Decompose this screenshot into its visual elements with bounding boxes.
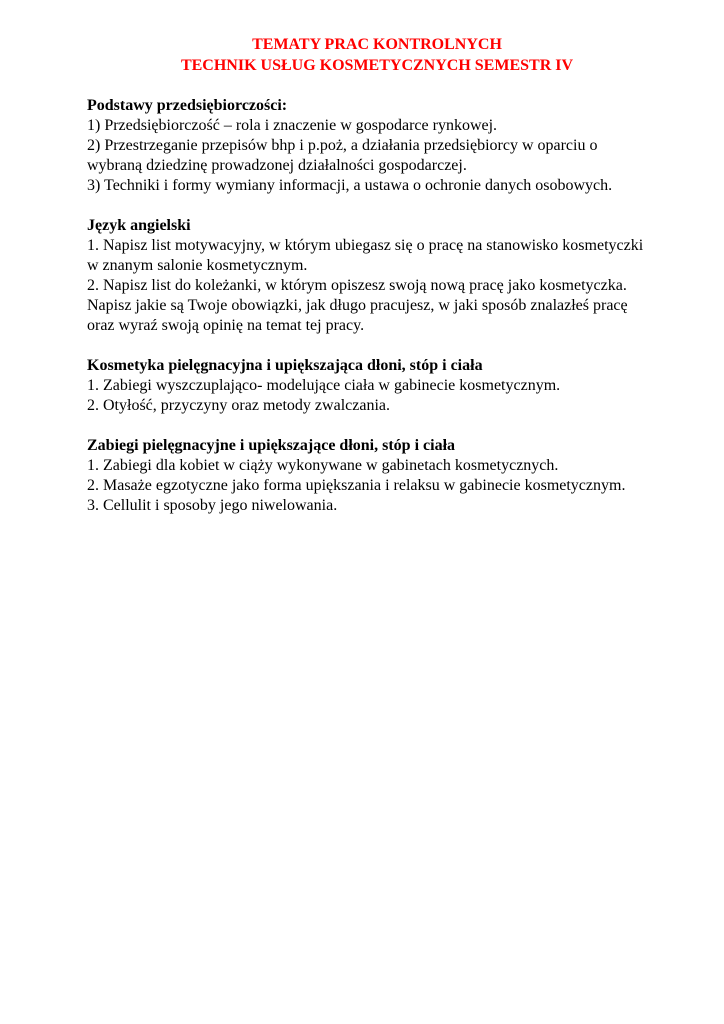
section-jezyk-angielski xyxy=(87,216,647,336)
section-heading: Język angielski xyxy=(87,217,191,234)
section-heading: Zabiegi pielęgnacyjne i upiększające dłoni, stóp i ciała xyxy=(87,437,456,454)
list-item: 3. Cellulit i sposoby jego niwelowania. xyxy=(87,497,338,514)
list-item: 1. Napisz list motywacyjny, w którym ubiegasz się o pracę na stanowisko kosmetyczki w znanym salonie kosmetycznym. xyxy=(87,237,644,274)
section-zabiegi-pielegnacyjne xyxy=(87,436,647,516)
section-podstawy-przedsiebiorczosci xyxy=(87,96,647,196)
list-item: 2. Masaże egzotyczne jako forma upiększania i relaksu w gabinecie kosmetycznym. xyxy=(87,477,626,494)
list-item: 2) Przestrzeganie przepisów bhp i p.poż, a działania przedsiębiorcy w oparciu o wybraną dziedzinę prowadzonej działalności gospodarczej. xyxy=(87,137,598,174)
section-heading: Kosmetyka pielęgnacyjna i upiększająca dłoni, stóp i ciała xyxy=(87,357,483,374)
section-kosmetyka-pielegnacyjna xyxy=(87,356,647,416)
section-heading: Podstawy przedsiębiorczości: xyxy=(87,97,288,114)
list-item: 1. Zabiegi dla kobiet w ciąży wykonywane w gabinetach kosmetycznych. xyxy=(87,457,559,474)
list-item: 1) Przedsiębiorczość – rola i znaczenie w gospodarce rynkowej. xyxy=(87,117,498,134)
document-title xyxy=(107,34,647,76)
list-item: 2. Otyłość, przyczyny oraz metody zwalczania. xyxy=(87,397,390,414)
list-item: 2. Napisz list do koleżanki, w którym opiszesz swoją nową pracę jako kosmetyczka. Napisz jakie są Twoje obowiązki, jak długo pracujesz, w jaki sposób znalazłeś pracę oraz wyraź swoją opinię na temat tej pracy. xyxy=(87,277,628,334)
list-item: 3) Techniki i formy wymiany informacji, a ustawa o ochronie danych osobowych. xyxy=(87,177,613,194)
title-line-1: TEMATY PRAC KONTROLNYCH xyxy=(252,36,502,53)
list-item: 1. Zabiegi wyszczuplająco- modelujące ciała w gabinecie kosmetycznym. xyxy=(87,377,561,394)
title-line-2: TECHNIK USŁUG KOSMETYCZNYCH SEMESTR IV xyxy=(180,57,574,74)
document-page xyxy=(87,34,647,516)
